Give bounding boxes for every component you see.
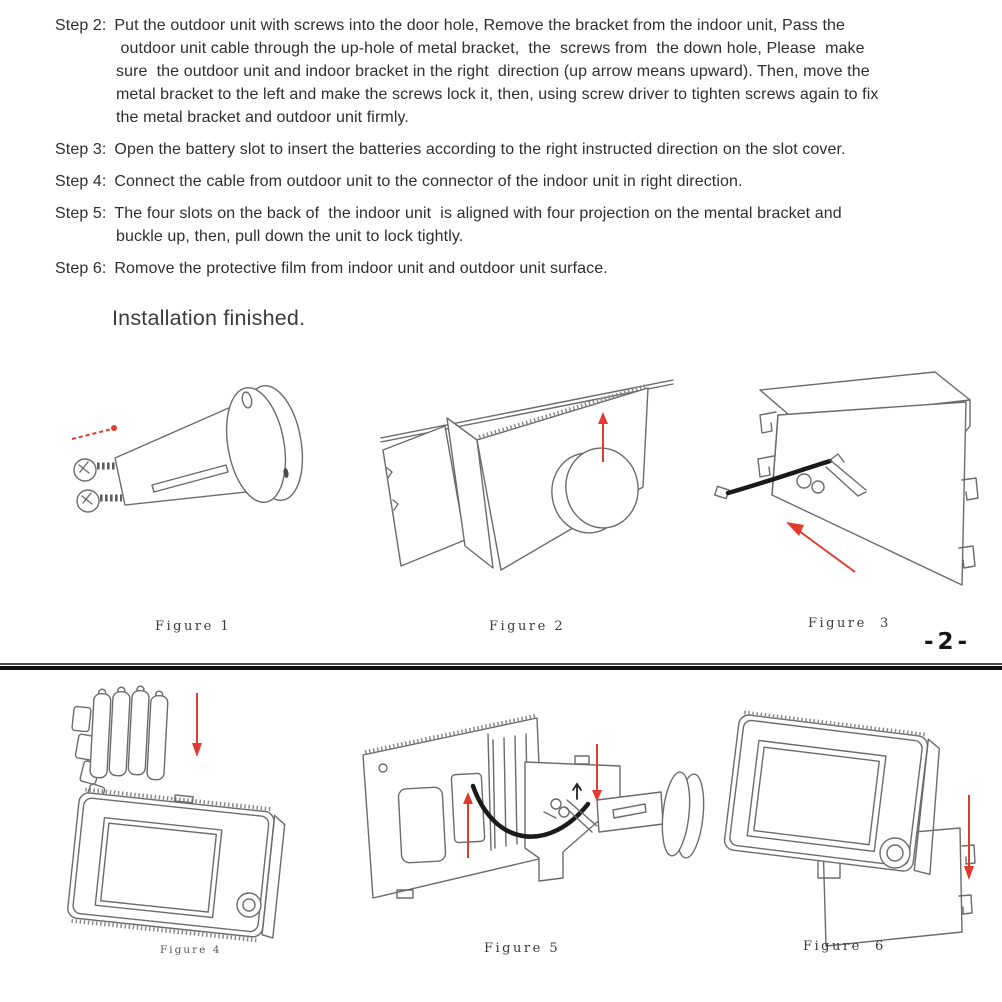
- step-line: the metal bracket and outdoor unit firmly.: [116, 109, 409, 126]
- red-arrow-down-icon: [192, 693, 202, 757]
- figure-5-connection-drawing: [345, 700, 707, 940]
- step-line: metal bracket to the left and make the screws lock it, then, using screw driver to tighten screws again to fix: [116, 86, 879, 103]
- metal-bracket-plate: [758, 402, 978, 585]
- instruction-steps: [55, 14, 965, 292]
- step-label: Step 6:: [55, 260, 107, 277]
- step-label: Step 3:: [55, 141, 107, 158]
- figure-5-caption: Figure 5: [484, 941, 561, 956]
- screw-icon: [74, 459, 117, 481]
- step-line: [55, 138, 965, 161]
- figure-2-door-drawing: [375, 370, 687, 600]
- indoor-unit-front: [723, 712, 946, 874]
- figure-3-bracket-drawing: [700, 360, 1000, 620]
- step-line: [55, 202, 965, 225]
- step-text: The four slots on the back of the indoor unit is aligned with four projection on the mental bracket and: [114, 205, 842, 222]
- indoor-unit-front: [67, 785, 287, 942]
- step-line: outdoor unit cable through the up-hole of metal bracket, the screws from the down hole, Please make: [116, 40, 865, 57]
- page-number: -2-: [924, 629, 972, 655]
- step-label: Step 4:: [55, 173, 107, 190]
- step-3: [55, 138, 965, 161]
- step-text: Put the outdoor unit with screws into the door hole, Remove the bracket from the indoor unit, Pass the: [114, 17, 845, 34]
- installation-finished-note: Installation finished.: [112, 306, 306, 330]
- screw-icon: [77, 490, 122, 512]
- step-line: [55, 14, 965, 37]
- step-2: [55, 14, 965, 129]
- step-text: Connect the cable from outdoor unit to the connector of the indoor unit in right direction.: [114, 173, 743, 190]
- figure-4-battery-insert-drawing: [55, 685, 317, 960]
- bracket-hook: [758, 456, 774, 477]
- figure-6-caption: Figure 6: [803, 939, 886, 954]
- doorbell-button: [880, 838, 910, 868]
- step-text: Romove the protective film from indoor unit and outdoor unit surface.: [114, 260, 608, 277]
- step-line: sure the outdoor unit and indoor bracket in the right direction (up arrow means upward). Then, move the: [116, 63, 870, 80]
- step-5: [55, 202, 965, 248]
- figure-1-caption: Figure 1: [155, 619, 232, 634]
- red-arrow-icon: [72, 425, 117, 439]
- batteries: [90, 685, 169, 781]
- figure-4-caption: Figure 4: [160, 944, 222, 956]
- step-text: Open the battery slot to insert the batteries according to the right instructed direction on the slot cover.: [114, 141, 846, 158]
- figure-3-caption: Figure 3: [808, 616, 891, 631]
- step-line: buckle up, then, pull down the unit to lock tightly.: [116, 228, 464, 245]
- step-label: Step 2:: [55, 17, 107, 34]
- indoor-unit-back: [363, 716, 543, 898]
- figure-6-mounted-unit-drawing: [718, 700, 1002, 950]
- step-label: Step 5:: [55, 205, 107, 222]
- step-line: [55, 170, 965, 193]
- step-line: [55, 257, 965, 280]
- step-4: [55, 170, 965, 193]
- bracket-hook: [760, 412, 776, 433]
- figure-2-caption: Figure 2: [489, 619, 566, 634]
- step-6: [55, 257, 965, 280]
- doorbell-button: [237, 893, 261, 917]
- section-divider: [0, 663, 1002, 671]
- red-arrow-down-icon: [964, 795, 974, 880]
- figure-1-outdoor-unit-drawing: [40, 373, 350, 588]
